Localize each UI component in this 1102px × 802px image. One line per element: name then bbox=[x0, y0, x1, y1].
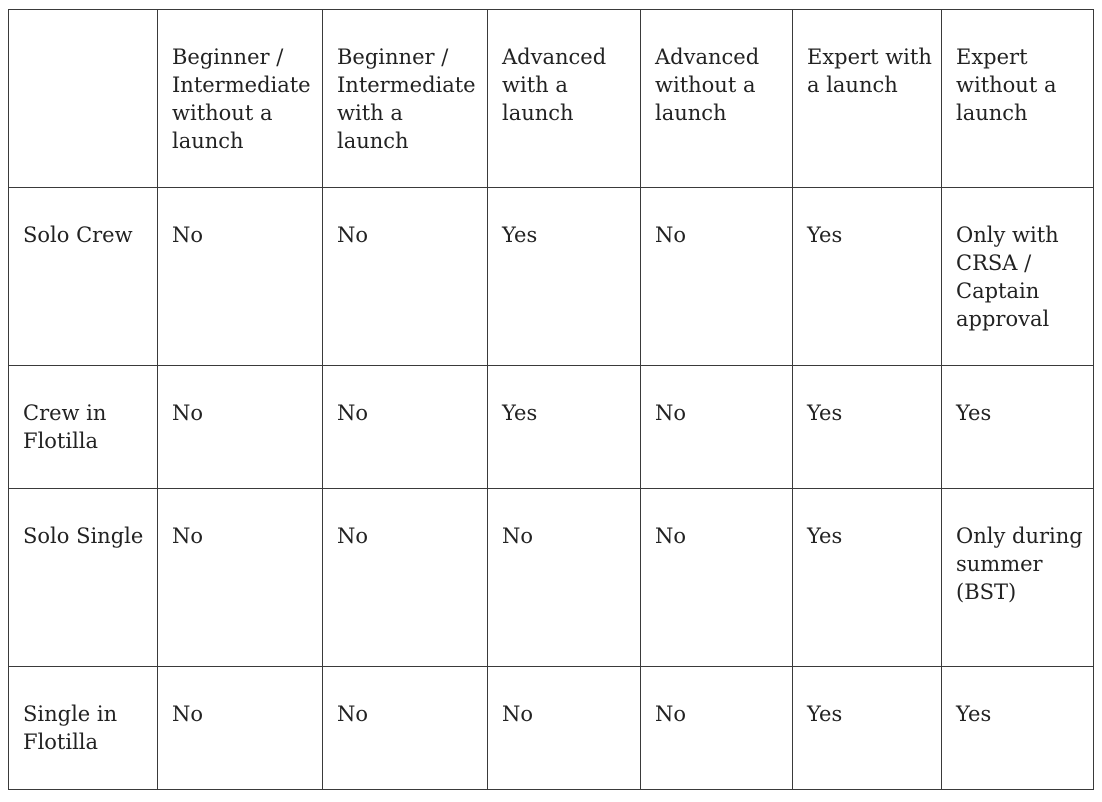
row-label: Solo Crew bbox=[9, 188, 158, 366]
table-cell: No bbox=[323, 489, 488, 667]
table-cell: Yes bbox=[488, 366, 641, 489]
table-cell: No bbox=[641, 188, 793, 366]
table-cell: Yes bbox=[793, 667, 942, 790]
table-cell: Yes bbox=[793, 366, 942, 489]
table-cell: Yes bbox=[793, 188, 942, 366]
header-row bbox=[9, 10, 1094, 188]
table-cell: No bbox=[488, 489, 641, 667]
table-cell: No bbox=[323, 188, 488, 366]
row-label: Solo Single bbox=[9, 489, 158, 667]
table-row-crew-in-flotilla bbox=[9, 366, 1094, 489]
header-cell-advanced-without-launch: Advanced without a launch bbox=[641, 10, 793, 188]
table-row-single-in-flotilla bbox=[9, 667, 1094, 790]
table-row-solo-crew bbox=[9, 188, 1094, 366]
header-cell-expert-without-launch: Expert without a launch bbox=[942, 10, 1094, 188]
row-label: Crew in Flotilla bbox=[9, 366, 158, 489]
table-cell: No bbox=[641, 667, 793, 790]
header-cell-corner bbox=[9, 10, 158, 188]
header-cell-expert-with-launch: Expert with a launch bbox=[793, 10, 942, 188]
table-cell: Yes bbox=[942, 667, 1094, 790]
table-cell: No bbox=[158, 667, 323, 790]
table-cell: Only during summer (BST) bbox=[942, 489, 1094, 667]
permissions-table bbox=[8, 9, 1094, 790]
table-cell: No bbox=[488, 667, 641, 790]
row-label: Single in Flotilla bbox=[9, 667, 158, 790]
table-cell: No bbox=[641, 489, 793, 667]
table-cell: Yes bbox=[942, 366, 1094, 489]
table-cell: No bbox=[323, 667, 488, 790]
header-cell-beginner-with-launch: Beginner / Intermediate with a launch bbox=[323, 10, 488, 188]
table-cell: No bbox=[158, 366, 323, 489]
table-cell: No bbox=[158, 188, 323, 366]
table-cell: No bbox=[641, 366, 793, 489]
table-cell: No bbox=[323, 366, 488, 489]
header-cell-advanced-with-launch: Advanced with a launch bbox=[488, 10, 641, 188]
table-cell: Yes bbox=[488, 188, 641, 366]
table-cell: Yes bbox=[793, 489, 942, 667]
header-cell-beginner-without-launch: Beginner / Intermediate without a launch bbox=[158, 10, 323, 188]
table-row-solo-single bbox=[9, 489, 1094, 667]
table-cell: Only with CRSA / Captain approval bbox=[942, 188, 1094, 366]
table-cell: No bbox=[158, 489, 323, 667]
